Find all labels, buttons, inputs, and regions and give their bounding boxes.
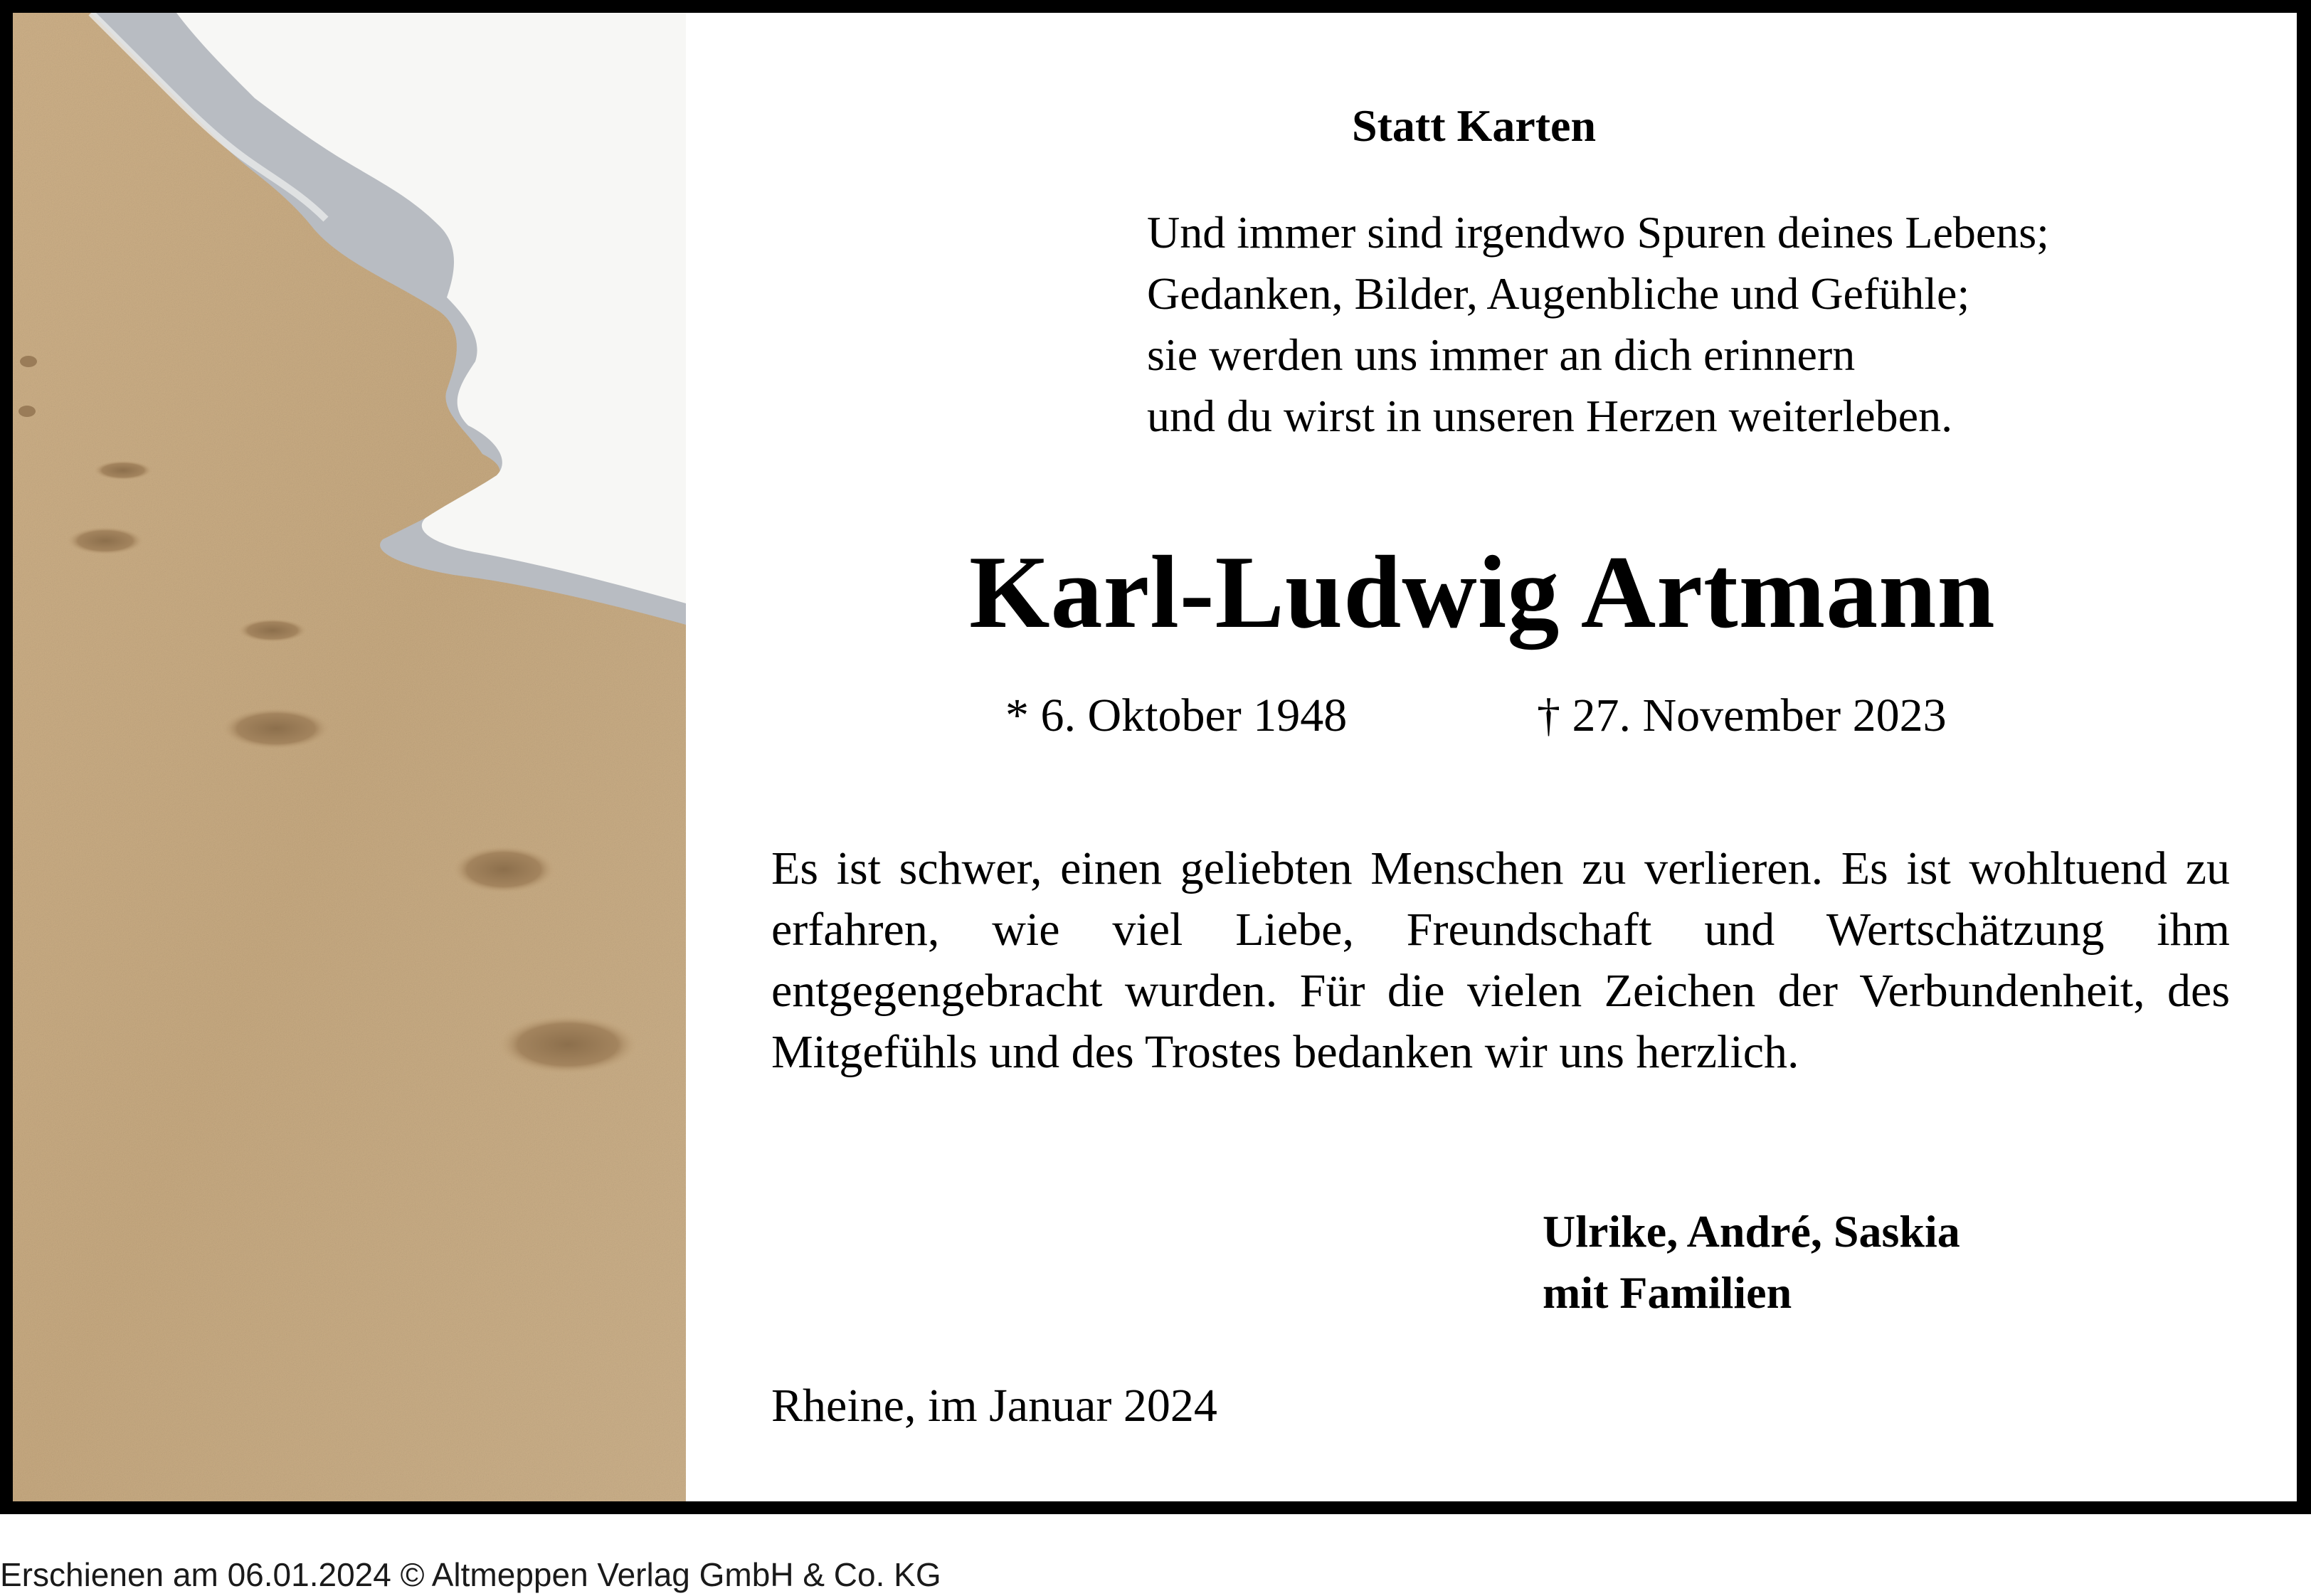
poem-line: Gedanken, Bilder, Augenbliche und Gefühle; [1147,268,1970,319]
place-date: Rheine, im Januar 2024 [771,1380,1217,1432]
poem-line: und du wirst in unseren Herzen weiterleben. [1147,391,1953,441]
poem-line: Und immer sind irgendwo Spuren deines Lebens; [1147,207,2049,258]
death-date: † 27. November 2023 [1537,689,1947,741]
poem [1147,202,2049,447]
birth-date: * 6. Oktober 1948 [1005,689,1348,741]
signature-line: Ulrike, André, Saskia [1543,1206,1960,1257]
signature [1543,1201,1960,1323]
notice-heading: Statt Karten [1352,100,1597,151]
notice-text-area [13,13,2297,1501]
publication-footer: Erschienen am 06.01.2024 © Altmeppen Verlag GmbH & Co. KG [0,1556,941,1593]
signature-line: mit Familien [1543,1267,1792,1318]
deceased-name: Karl-Ludwig Artmann [969,534,1996,650]
thanks-paragraph: Es ist schwer, einen geliebten Menschen zu verlieren. Es ist wohltuend zu erfahren, wie viel Liebe, Freundschaft und Wertschätzung ihm entgegengebracht wurden. Für die vielen Zeichen der Verbundenheit, des Mitgefühls und des Trostes bedanken wir uns herzlich. [771,842,2230,1078]
poem-line: sie werden uns immer an dich erinnern [1147,329,1856,380]
